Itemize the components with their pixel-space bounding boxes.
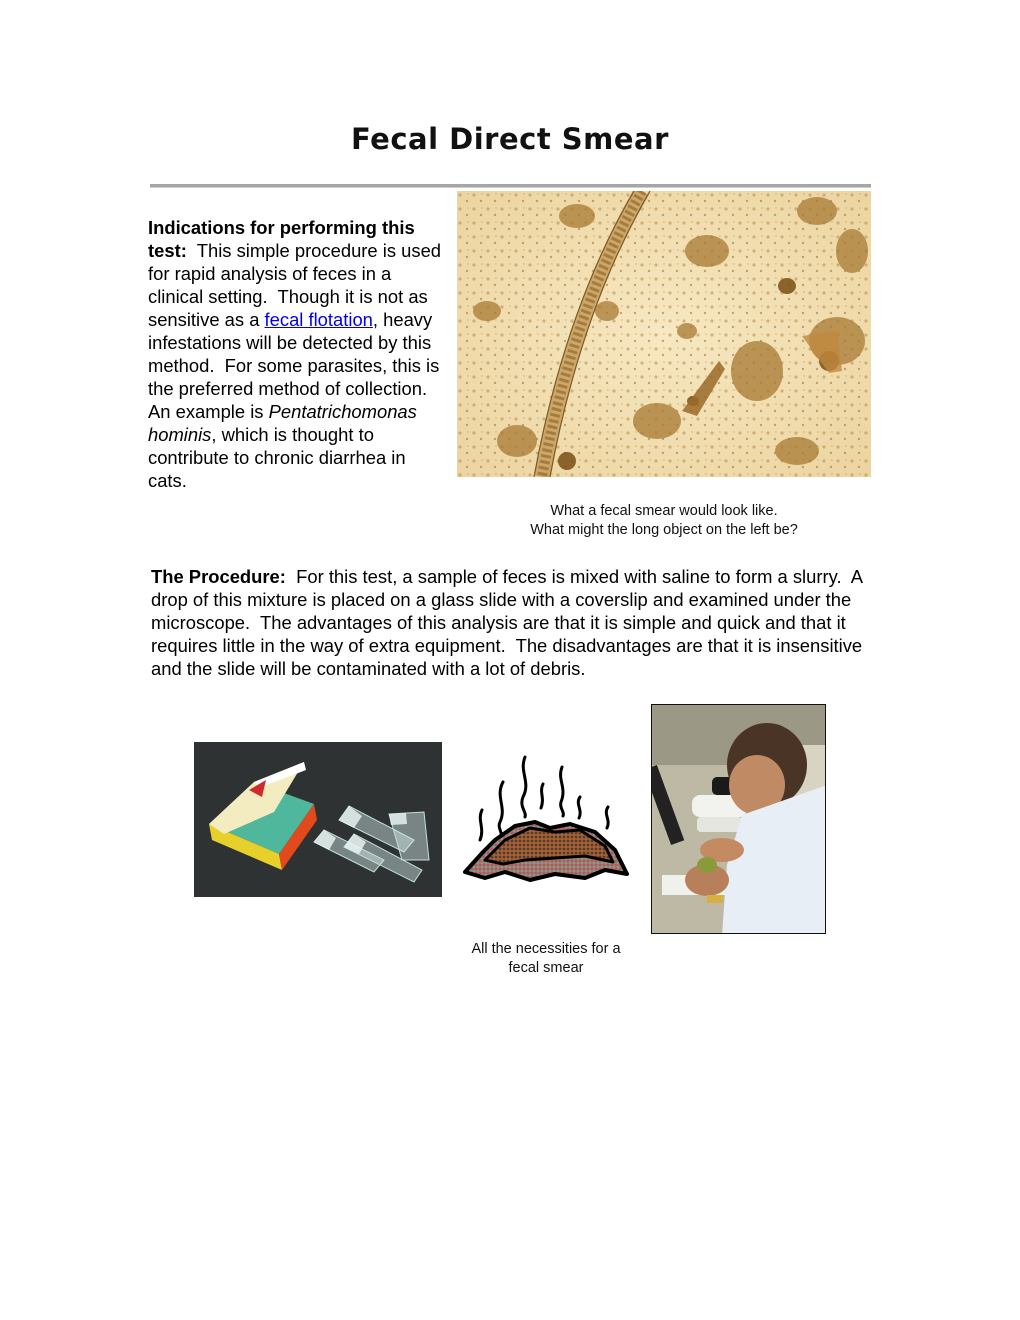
indications-text-end: , which is thought to contribute to chronic diarrhea in cats. (148, 424, 406, 491)
procedure-heading: The Procedure: (151, 566, 286, 587)
indications-text-continued: , heavy infestations will be detected by this method. For some parasites, this is the preferred method of collection. An example is (148, 309, 445, 422)
indications-heading: Indications for performing this test: (148, 217, 415, 261)
smear-caption (480, 502, 848, 540)
procedure-paragraph (151, 565, 868, 680)
species-genus: Pentatrichomonas (268, 401, 417, 422)
fecal-flotation-link[interactable]: fecal flotation (264, 309, 373, 330)
necessities-caption-line1: All the necessities for a (471, 941, 621, 957)
horizontal-divider (150, 184, 871, 188)
necessities-caption (446, 940, 646, 978)
smear-caption-line2: What might the long object on the left be? (530, 522, 798, 538)
indications-text: This simple procedure is used for rapid analysis of feces in a clinical setting. Though it is not as sensitive as a (148, 240, 447, 330)
smear-caption-line1: What a fecal smear would look like. (550, 503, 778, 519)
microscope-slides-image (194, 742, 442, 897)
feces-clipart-image (455, 752, 635, 888)
procedure-text: For this test, a sample of feces is mixed with saline to form a slurry. A drop of this mixture is placed on a glass slide with a coverslip and examined under the microscope. The advantages of this analysis are that it is simple and quick and that it requires little in the way of extra equipment. The disadvantages are that it is insensitive and the slide will be contaminated with a lot of debris. (151, 566, 868, 679)
fecal-smear-image (457, 191, 871, 477)
page-title: Fecal Direct Smear (351, 122, 669, 156)
indications-paragraph (148, 216, 448, 492)
species-epithet: hominis (148, 424, 212, 445)
necessities-caption-line2: fecal smear (508, 960, 584, 976)
microscope-user-image (651, 704, 826, 934)
